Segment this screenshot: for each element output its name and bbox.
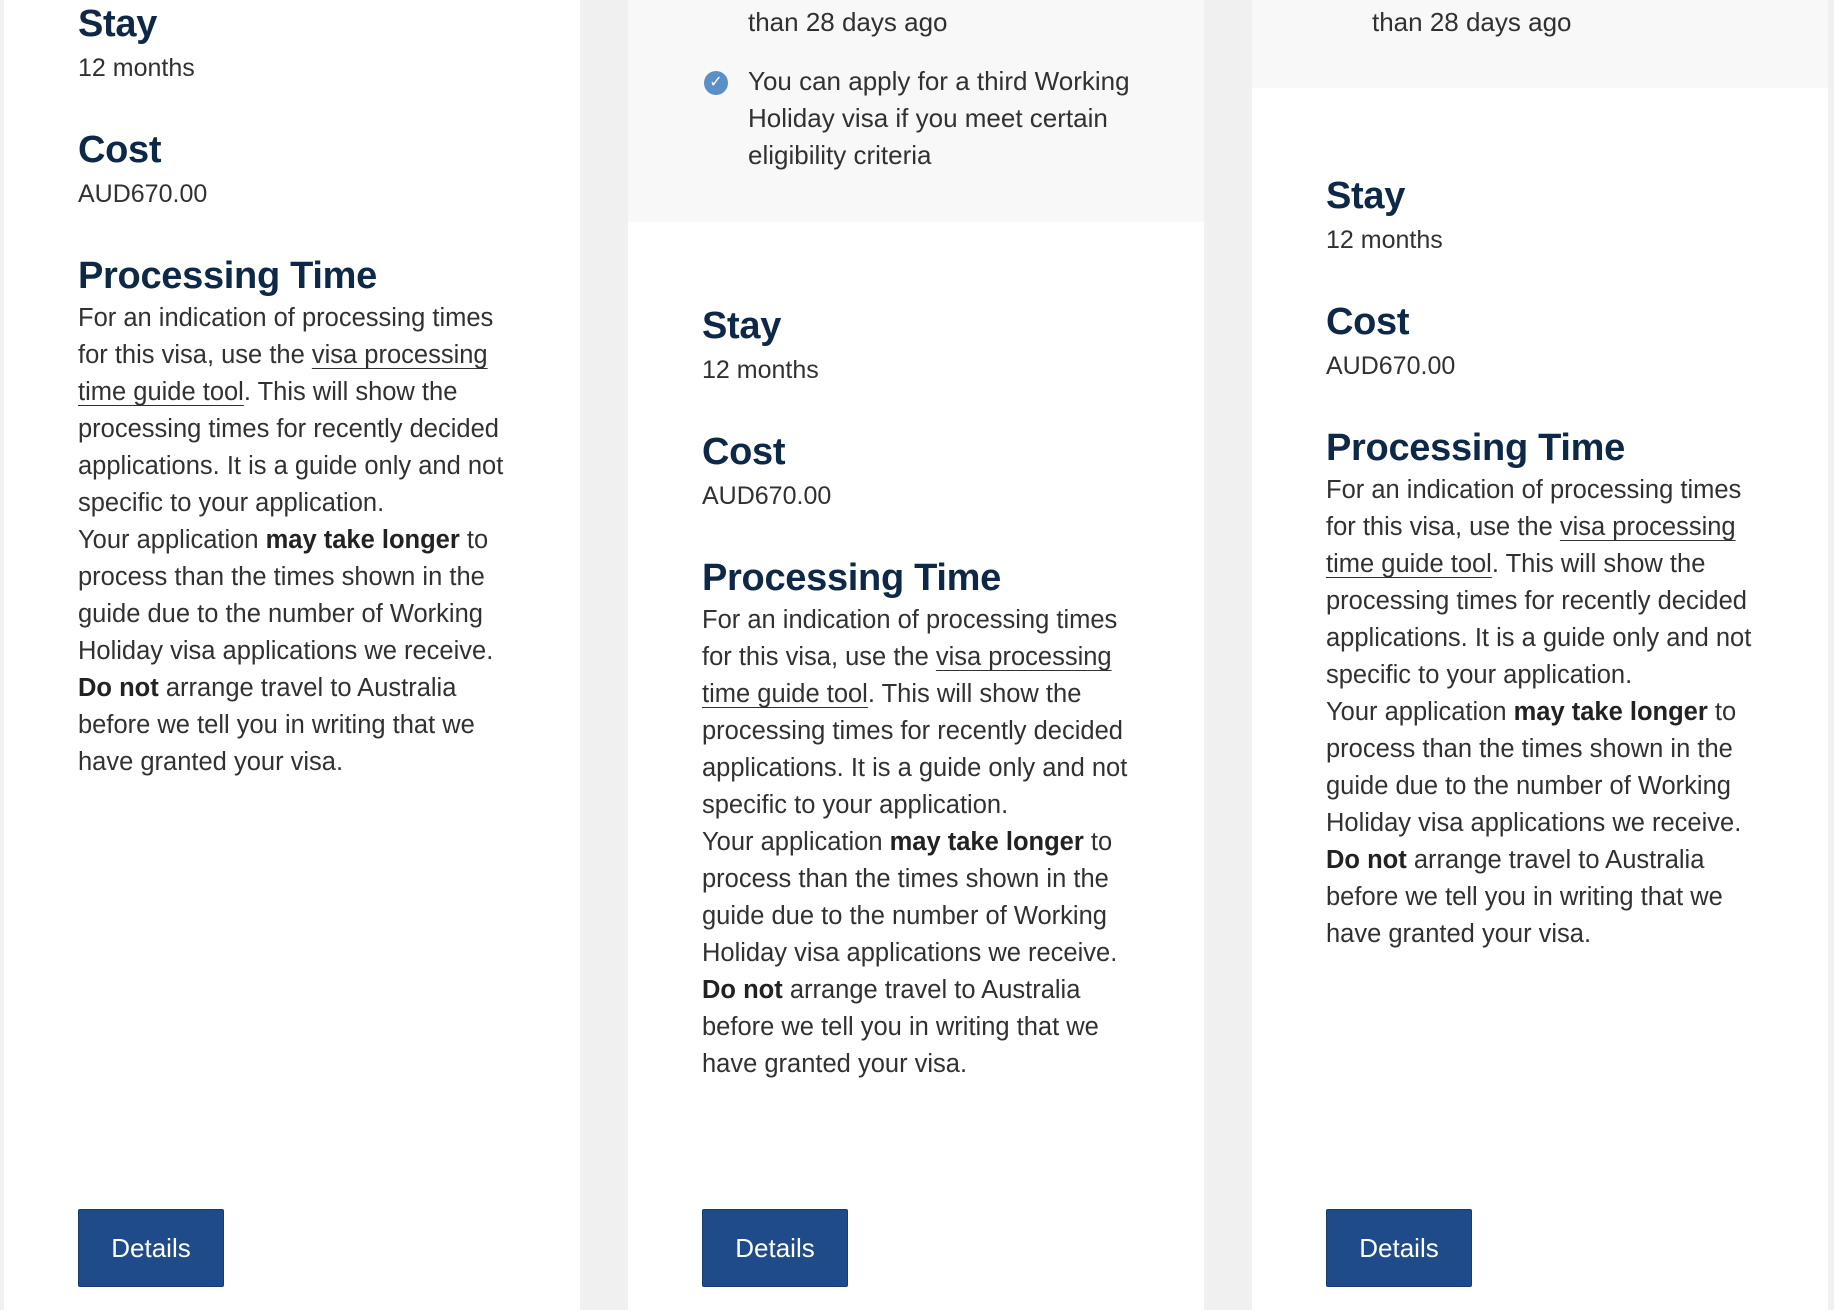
visa-card-2 <box>628 0 1204 1310</box>
processing-tool-link[interactable]: visa processing time guide tool <box>1326 513 1736 578</box>
stay-value: 12 months <box>1326 226 1443 254</box>
processing-time-heading: Processing Time <box>1326 427 1625 469</box>
stay-heading: Stay <box>78 3 158 45</box>
processing-time-paragraph: For an indication of processing times for this visa, use the visa processing time guide tool. This will show the processing times for recently decided applications. It is a guide only and not specific to your application. <box>1326 476 1752 689</box>
processing-tool-link[interactable]: visa processing time guide tool <box>78 341 488 406</box>
cost-value: AUD670.00 <box>702 482 832 510</box>
cost-heading: Cost <box>702 431 786 473</box>
cost-heading: Cost <box>1326 301 1410 343</box>
check-circle-icon: ✓ <box>704 71 728 95</box>
processing-time-heading: Processing Time <box>78 255 377 297</box>
processing-tool-link[interactable]: visa processing time guide tool <box>702 643 1112 708</box>
details-button[interactable]: Details <box>1326 1209 1472 1287</box>
stay-heading: Stay <box>702 305 782 347</box>
visa-card-3 <box>1252 0 1828 1310</box>
highlights-panel <box>628 0 1204 222</box>
visa-card-body <box>702 302 1142 1083</box>
details-button[interactable]: Details <box>702 1209 848 1287</box>
details-button[interactable]: Details <box>78 1209 224 1287</box>
highlight-item: You can apply for a third Working Holiday visa if you meet certain eligibility criteria <box>748 66 1130 170</box>
longer-processing-paragraph: Your application may take longer to process than the times shown in the guide due to the number of Working Holiday visa applications we receive. <box>78 526 494 665</box>
longer-processing-paragraph: Your application may take longer to process than the times shown in the guide due to the number of Working Holiday visa applications we receive. <box>702 828 1118 967</box>
stay-value: 12 months <box>78 54 195 82</box>
highlight-item: than 28 days ago <box>748 7 948 37</box>
cost-value: AUD670.00 <box>78 180 208 208</box>
visa-card-body <box>78 0 518 781</box>
travel-warning-paragraph: Do not arrange travel to Australia before we tell you in writing that we have granted your visa. <box>78 674 475 776</box>
highlights-panel <box>1252 0 1828 88</box>
processing-time-paragraph: For an indication of processing times for this visa, use the visa processing time guide tool. This will show the processing times for recently decided applications. It is a guide only and not specific to your application. <box>702 606 1128 819</box>
stay-value: 12 months <box>702 356 819 384</box>
visa-card-body <box>1326 172 1766 953</box>
visa-card-1 <box>4 0 580 1310</box>
highlight-item: than 28 days ago <box>1372 7 1572 37</box>
cost-value: AUD670.00 <box>1326 352 1456 380</box>
processing-time-heading: Processing Time <box>702 557 1001 599</box>
longer-processing-paragraph: Your application may take longer to process than the times shown in the guide due to the number of Working Holiday visa applications we receive. <box>1326 698 1742 837</box>
travel-warning-paragraph: Do not arrange travel to Australia before we tell you in writing that we have granted your visa. <box>702 976 1099 1078</box>
processing-time-paragraph: For an indication of processing times for this visa, use the visa processing time guide tool. This will show the processing times for recently decided applications. It is a guide only and not specific to your application. <box>78 304 504 517</box>
travel-warning-paragraph: Do not arrange travel to Australia before we tell you in writing that we have granted your visa. <box>1326 846 1723 948</box>
stay-heading: Stay <box>1326 175 1406 217</box>
cost-heading: Cost <box>78 129 162 171</box>
